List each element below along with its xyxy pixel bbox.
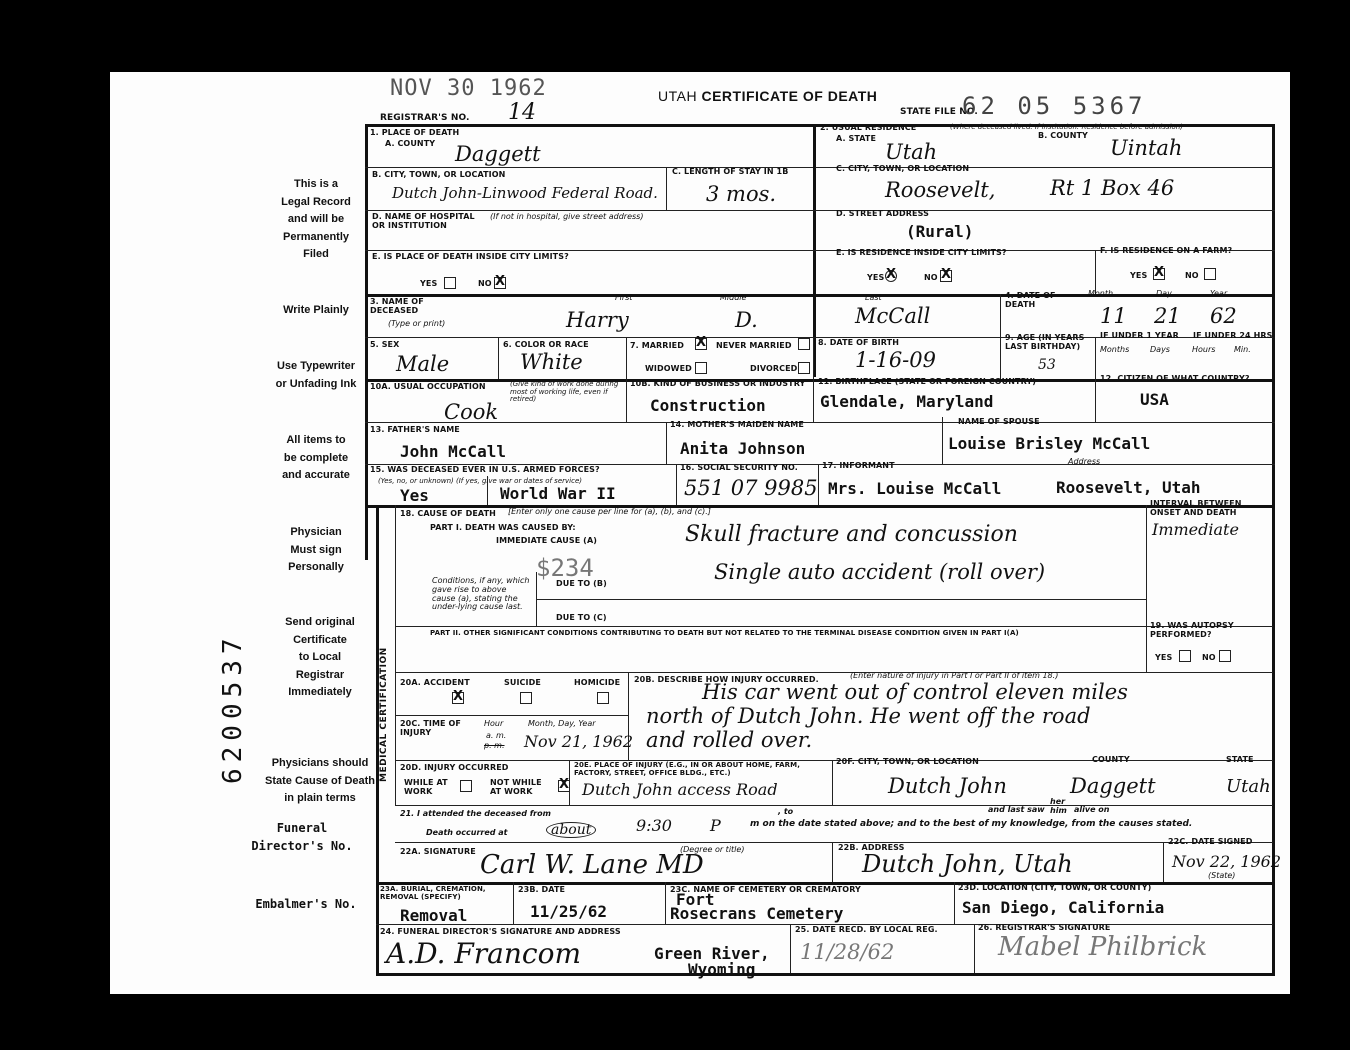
label-no-1e: NO — [478, 279, 492, 288]
value-funeral-signature: A.D. Francom — [386, 937, 582, 970]
label-middle: Middle — [720, 293, 747, 302]
label-injury-occurred: 20D. INJURY OCCURRED — [400, 763, 509, 772]
label-attended: 21. I attended the deceased from — [400, 809, 551, 818]
checkbox-res-city-yes[interactable] — [885, 270, 897, 282]
state-file-label: STATE FILE NO. — [900, 107, 978, 117]
sidebar-legal-record: This is a Legal Record and will be Permanently Filed — [281, 178, 351, 260]
value-birthplace: Glendale, Maryland — [820, 392, 994, 411]
divider-2f — [1095, 250, 1096, 294]
line-20a — [395, 672, 1273, 673]
label-date-recd: 25. DATE RECD. BY LOCAL REG. — [795, 925, 938, 934]
registrars-no-value: 14 — [508, 100, 536, 125]
checkbox-city-yes[interactable] — [444, 277, 456, 289]
label-min: Min. — [1234, 345, 1251, 354]
value-mother: Anita Johnson — [680, 439, 806, 458]
label-him-her: her him — [1050, 797, 1067, 815]
label-yes-19: YES — [1155, 653, 1173, 662]
label-injury-city: 20F. CITY, TOWN, OR LOCATION — [836, 757, 979, 766]
value-physician-signature: Carl W. Lane MD — [480, 850, 704, 880]
divider-23b — [513, 882, 514, 924]
value-spouse: Louise Brisley McCall — [948, 434, 1151, 453]
label-state-h: STATE — [1226, 755, 1254, 764]
value-place-injury: Dutch John access Road — [582, 780, 778, 799]
checkbox-suicide[interactable] — [520, 692, 532, 704]
label-burial-date: 23B. DATE — [518, 885, 566, 894]
divider-6 — [498, 337, 499, 380]
value-cemetery-line-1: Fort — [676, 890, 715, 909]
checkbox-while-work[interactable] — [460, 780, 472, 792]
label-inside-city: E. IS PLACE OF DEATH INSIDE CITY LIMITS? — [372, 252, 569, 261]
label-no-19: NO — [1202, 653, 1216, 662]
label-ssn: 16. SOCIAL SECURITY NO. — [680, 463, 798, 472]
label-color: 6. COLOR OR RACE — [503, 340, 589, 349]
form-border-left — [365, 124, 368, 560]
value-date-signed: Nov 22, 1962 — [1172, 852, 1282, 871]
line-20c — [395, 715, 628, 716]
value-registrar-signature: Mabel Philbrick — [998, 932, 1208, 962]
title-main: CERTIFICATE OF DEATH — [701, 88, 878, 104]
label-yes-2e: YES — [867, 273, 885, 282]
label-county-h: COUNTY — [1092, 755, 1130, 764]
divider-19 — [1146, 617, 1147, 672]
label-alive-on: alive on — [1074, 805, 1110, 814]
label-birthplace: 11. BIRTHPLACE (STATE OR FOREIGN COUNTRY) — [818, 377, 1037, 386]
label-spouse: NAME OF SPOUSE — [958, 417, 1040, 426]
label-mother: 14. MOTHER'S MAIDEN NAME — [670, 420, 804, 429]
label-no-2f: NO — [1185, 271, 1199, 280]
checkbox-widowed[interactable] — [695, 362, 707, 374]
value-address22: Dutch John, Utah — [862, 850, 1073, 878]
value-cemetery-line-2: Rosecrans Cemetery — [670, 904, 844, 923]
label-under-24-hrs: IF UNDER 24 HRS. — [1193, 331, 1276, 340]
value-about: about — [546, 822, 596, 838]
label-part2: PART II. OTHER SIGNIFICANT CONDITIONS CONTRIBUTING TO DEATH BUT NOT RELATED TO THE TERMINAL DISEASE CONDITION GIVEN IN PART I(A) — [430, 629, 1019, 637]
label-date-stated: m on the date stated above; and to the best of my knowledge, from the causes stated. — [750, 819, 1193, 829]
value-code-stamp: $234 — [536, 554, 594, 582]
checkbox-accident[interactable] — [452, 692, 464, 704]
divider-14 — [666, 422, 667, 465]
value-color: White — [520, 350, 583, 374]
value-war: World War II — [500, 484, 616, 503]
divider-11 — [813, 379, 814, 422]
value-city: Dutch John-Linwood Federal Road. — [392, 184, 658, 202]
line-1b — [365, 210, 1275, 211]
value-last-name: McCall — [855, 304, 931, 328]
label-father: 13. FATHER'S NAME — [370, 425, 460, 434]
value-res-county: Uintah — [1110, 136, 1183, 160]
value-funeral-address-1: Green River, — [654, 944, 770, 963]
value-length-stay: 3 mos. — [706, 182, 777, 206]
label-not-while: NOT WHILE AT WORK — [490, 778, 542, 796]
label-due-c: DUE TO (C) — [556, 613, 607, 622]
divider-9 — [1095, 337, 1096, 380]
label-due-b: DUE TO (B) — [556, 579, 607, 588]
vertical-serial-number: 6200537 — [218, 632, 248, 784]
label-address: Address — [1068, 457, 1101, 466]
label-part1: PART I. DEATH WAS CAUSED BY: — [430, 523, 576, 532]
label-place-injury: 20E. PLACE OF INJURY (E.G., IN OR ABOUT HOME, FARM, FACTORY, STREET, OFFICE BLDG., ETC.) — [574, 761, 800, 777]
line-21 — [395, 805, 1273, 806]
label-hospital-note: (If not in hospital, give street address) — [490, 212, 644, 221]
divider-23c — [665, 882, 666, 924]
label-cause-note: [Enter only one cause per line for (a), (b), and (c).] — [508, 507, 711, 516]
label-county: A. COUNTY — [385, 139, 436, 148]
checkbox-homicide[interactable] — [597, 692, 609, 704]
label-describe-note: (Enter nature of injury in Part I or Part II of item 18.) — [850, 671, 1059, 680]
value-injury-state: Utah — [1226, 776, 1271, 797]
label-location: 23D. LOCATION (CITY, TOWN, OR COUNTY) — [958, 883, 1152, 892]
label-date-of-death: 4. DATE OF DEATH — [1005, 291, 1056, 309]
label-informant: 17. INFORMANT — [822, 461, 895, 470]
value-res-city: Roosevelt, — [885, 178, 996, 202]
label-degree: (Degree or title) — [680, 845, 745, 854]
value-armed: Yes — [400, 486, 429, 505]
label-usual-residence-note: (Where deceased lived. If institution: Residence before admission) — [950, 123, 1183, 131]
label-age: 9. AGE (IN YEARS LAST BIRTHDAY) — [1005, 333, 1085, 351]
value-interval: Immediate — [1152, 520, 1239, 539]
line-section-3 — [365, 294, 1275, 297]
checkbox-city-no[interactable] — [494, 277, 506, 289]
line-13 — [365, 422, 1275, 423]
label-mdy: Month, Day, Year — [528, 719, 596, 728]
divider-7 — [626, 337, 627, 380]
line-due-b — [536, 599, 1146, 600]
label-funeral-sig: 24. FUNERAL DIRECTOR'S SIGNATURE AND ADDRESS — [380, 927, 621, 936]
label-accident: 20A. ACCIDENT — [400, 678, 470, 687]
checkbox-never-married[interactable] — [798, 338, 810, 350]
divider-interval — [1146, 505, 1147, 617]
label-usual-residence: 2. USUAL RESIDENCE — [820, 123, 917, 132]
label-city: B. CITY, TOWN, OR LOCATION — [372, 170, 506, 179]
value-res-route: Rt 1 Box 46 — [1050, 176, 1175, 200]
label-place-of-death: 1. PLACE OF DEATH — [370, 128, 460, 137]
label-name-note: (Type or print) — [388, 319, 446, 328]
divider-17 — [818, 464, 819, 506]
value-informant-address: Roosevelt, Utah — [1056, 478, 1201, 497]
label-autopsy: 19. WAS AUTOPSY PERFORMED? — [1150, 621, 1234, 639]
value-street: (Rural) — [906, 222, 974, 241]
value-describe-line-3: and rolled over. — [646, 728, 813, 752]
value-death-ampm: P — [710, 816, 721, 835]
label-homicide: HOMICIDE — [574, 678, 621, 687]
value-business: Construction — [650, 396, 766, 415]
label-no-2e: NO — [924, 273, 938, 282]
registrars-no-label: REGISTRAR'S NO. — [380, 113, 470, 123]
label-state: A. STATE — [836, 134, 877, 143]
label-hospital: D. NAME OF HOSPITAL OR INSTITUTION — [372, 212, 475, 230]
label-last-saw: and last saw — [988, 805, 1045, 814]
value-ssn: 551 07 9985 — [684, 476, 818, 500]
divider-23d — [954, 882, 955, 924]
value-res-state: Utah — [885, 140, 938, 164]
value-location: San Diego, California — [962, 898, 1165, 917]
divider-spouse — [942, 417, 943, 465]
label-never-married: NEVER MARRIED — [716, 341, 792, 350]
divider-8 — [813, 337, 814, 380]
label-last: Last — [865, 293, 882, 302]
label-first: First — [615, 293, 633, 302]
death-certificate — [110, 72, 1290, 994]
checkbox-autopsy-yes[interactable] — [1179, 650, 1191, 662]
sidebar-physician-sign: Physician Must sign Personally — [288, 526, 344, 573]
label-state-paren: (State) — [1208, 871, 1236, 880]
label-am: a. m. — [486, 731, 507, 740]
received-stamp-date: NOV 30 1962 — [390, 76, 547, 101]
label-burial: 23A. BURIAL, CREMATION, REMOVAL (SPECIFY) — [380, 885, 486, 901]
label-res-city: C. CITY, TOWN, OR LOCATION — [836, 164, 970, 173]
sidebar-typewriter: Use Typewriter or Unfading Ink — [275, 360, 357, 390]
label-suicide: SUICIDE — [504, 678, 541, 687]
value-dob: 1-16-09 — [855, 348, 936, 372]
value-sex: Male — [396, 352, 450, 376]
label-months: Months — [1100, 345, 1130, 354]
divider-16 — [676, 464, 677, 506]
label-interval: INTERVAL BETWEEN ONSET AND DEATH — [1150, 499, 1242, 517]
value-cause-b: Single auto accident (roll over) — [714, 560, 1046, 584]
value-father: John McCall — [400, 442, 506, 461]
label-length-stay: C. LENGTH OF STAY IN 1B — [672, 167, 789, 176]
checkbox-res-city-no[interactable] — [940, 270, 952, 282]
value-middle-initial: D. — [735, 308, 758, 332]
certificate-title — [658, 88, 877, 104]
label-res-inside-city: E. IS RESIDENCE INSIDE CITY LIMITS? — [836, 248, 1007, 257]
label-conditions: Conditions, if any, which gave rise to above cause (a), stating the under-lying cause last. — [432, 576, 530, 612]
sidebar-embalmer-no: Embalmer's No. — [255, 897, 357, 911]
divider-12 — [1095, 379, 1096, 422]
value-describe-line-2: north of Dutch John. He went off the road — [646, 704, 1091, 728]
label-sex: 5. SEX — [370, 340, 400, 349]
medical-certification-vertical: MEDICAL CERTIFICATION — [379, 647, 389, 782]
value-burial-date: 11/25/62 — [530, 902, 608, 921]
label-armed-forces: 15. WAS DECEASED EVER IN U.S. ARMED FORCES? — [370, 465, 600, 474]
checkbox-married[interactable] — [695, 338, 707, 350]
label-business: 10B. KIND OF BUSINESS OR INDUSTRY — [630, 379, 806, 388]
checkbox-farm-yes[interactable] — [1153, 268, 1165, 280]
label-hour: Hour — [484, 719, 504, 728]
label-registrar-sig: 26. REGISTRAR'S SIGNATURE — [978, 923, 1111, 932]
label-citizen: 12. CITIZEN OF WHAT COUNTRY? — [1100, 374, 1250, 383]
value-cause-a: Skull fracture and concussion — [685, 522, 1018, 547]
label-yes-2f: YES — [1130, 271, 1148, 280]
label-year: Year — [1210, 289, 1228, 298]
value-death-year: 62 — [1210, 304, 1237, 328]
label-yes-1e: YES — [420, 279, 438, 288]
divider-10b — [626, 379, 627, 422]
label-address22: 22B. ADDRESS — [838, 843, 905, 852]
form-border-right — [1272, 124, 1275, 976]
label-cause: 18. CAUSE OF DEATH — [400, 509, 496, 518]
divider-20f — [832, 760, 833, 805]
label-street: D. STREET ADDRESS — [836, 209, 929, 218]
state-file-no: 62 05 5367 — [962, 92, 1147, 120]
sidebar-complete: All items to be complete and accurate — [282, 434, 350, 481]
value-describe-line-1: His car went out of control eleven miles — [702, 680, 1128, 704]
checkbox-divorced[interactable] — [798, 362, 810, 374]
label-pm: p. m. — [484, 741, 505, 750]
label-signature: 22A. SIGNATURE — [400, 847, 476, 856]
value-date-recd: 11/28/62 — [800, 940, 895, 964]
label-cemetery: 23C. NAME OF CEMETERY OR CREMATORY — [670, 885, 861, 894]
divider-22c — [1163, 842, 1164, 882]
value-informant: Mrs. Louise McCall — [828, 479, 1002, 498]
divider-22b — [832, 842, 833, 882]
sidebar-write-plainly: Write Plainly — [283, 304, 349, 316]
label-occupation-note: (Give kind of work done during most of working life, even if retired) — [510, 380, 619, 404]
value-injury-date: Nov 21, 1962 — [524, 732, 634, 751]
value-death-day: 21 — [1154, 304, 1181, 328]
label-dob: 8. DATE OF BIRTH — [818, 338, 899, 347]
label-month: Month — [1088, 289, 1114, 298]
value-burial: Removal — [400, 906, 468, 925]
line-part2 — [395, 626, 1273, 627]
value-injury-county: Daggett — [1070, 774, 1156, 798]
divider-26 — [974, 924, 975, 974]
value-first-name: Harry — [566, 308, 629, 332]
line-18 — [365, 505, 1275, 508]
label-describe: 20B. DESCRIBE HOW INJURY OCCURRED. — [634, 675, 819, 684]
checkbox-farm-no[interactable] — [1204, 268, 1216, 280]
value-death-month: 11 — [1100, 304, 1127, 328]
label-death-occurred: Death occurred at — [426, 828, 508, 837]
divider-1c — [666, 167, 667, 210]
label-married: 7. MARRIED — [630, 341, 684, 350]
value-occupation: Cook — [444, 400, 499, 424]
value-county: Daggett — [455, 142, 541, 166]
line-20d — [395, 760, 1273, 761]
label-occupation: 10A. USUAL OCCUPATION — [370, 382, 486, 391]
label-immediate: IMMEDIATE CAUSE (A) — [496, 536, 597, 545]
value-citizen: USA — [1140, 390, 1169, 409]
label-while-work: WHILE AT WORK — [404, 778, 448, 796]
label-res-county: B. COUNTY — [1038, 131, 1088, 140]
label-farm: F. IS RESIDENCE ON A FARM? — [1100, 246, 1233, 255]
value-death-time: 9:30 — [636, 816, 672, 835]
checkbox-autopsy-no[interactable] — [1219, 650, 1231, 662]
label-name-deceased: 3. NAME OF DECEASED — [370, 297, 424, 315]
label-date-signed: 22C. DATE SIGNED — [1168, 837, 1253, 846]
line-22 — [395, 842, 1273, 843]
value-funeral-address-2: Wyoming — [688, 960, 756, 979]
label-divorced: DIVORCED — [750, 364, 798, 373]
divider-25 — [790, 924, 791, 974]
label-under-1-year: IF UNDER 1 YEAR — [1100, 331, 1179, 340]
value-injury-city: Dutch John — [888, 774, 1007, 798]
label-to: , to — [778, 807, 794, 816]
label-day: Day — [1156, 289, 1172, 298]
sidebar-send-original: Send original Certificate to Local Registrar Immediately — [285, 616, 355, 698]
label-days: Days — [1150, 345, 1170, 354]
label-armed-note: (Yes, no, or unknown) (If yes, give war or dates of service) — [378, 477, 582, 485]
form-border-bottom — [376, 973, 1275, 976]
label-time-injury: 20C. TIME OF INJURY — [400, 719, 461, 737]
sidebar-cause-plain: Physicians should State Cause of Death in plain terms — [264, 757, 376, 804]
label-hours: Hours — [1192, 345, 1216, 354]
label-widowed: WIDOWED — [645, 364, 692, 373]
value-age: 53 — [1038, 357, 1056, 373]
title-prefix: UTAH — [658, 88, 698, 104]
sidebar-funeral-no: Funeral Director's No. — [251, 821, 353, 853]
checkbox-not-while-work[interactable] — [558, 780, 570, 792]
